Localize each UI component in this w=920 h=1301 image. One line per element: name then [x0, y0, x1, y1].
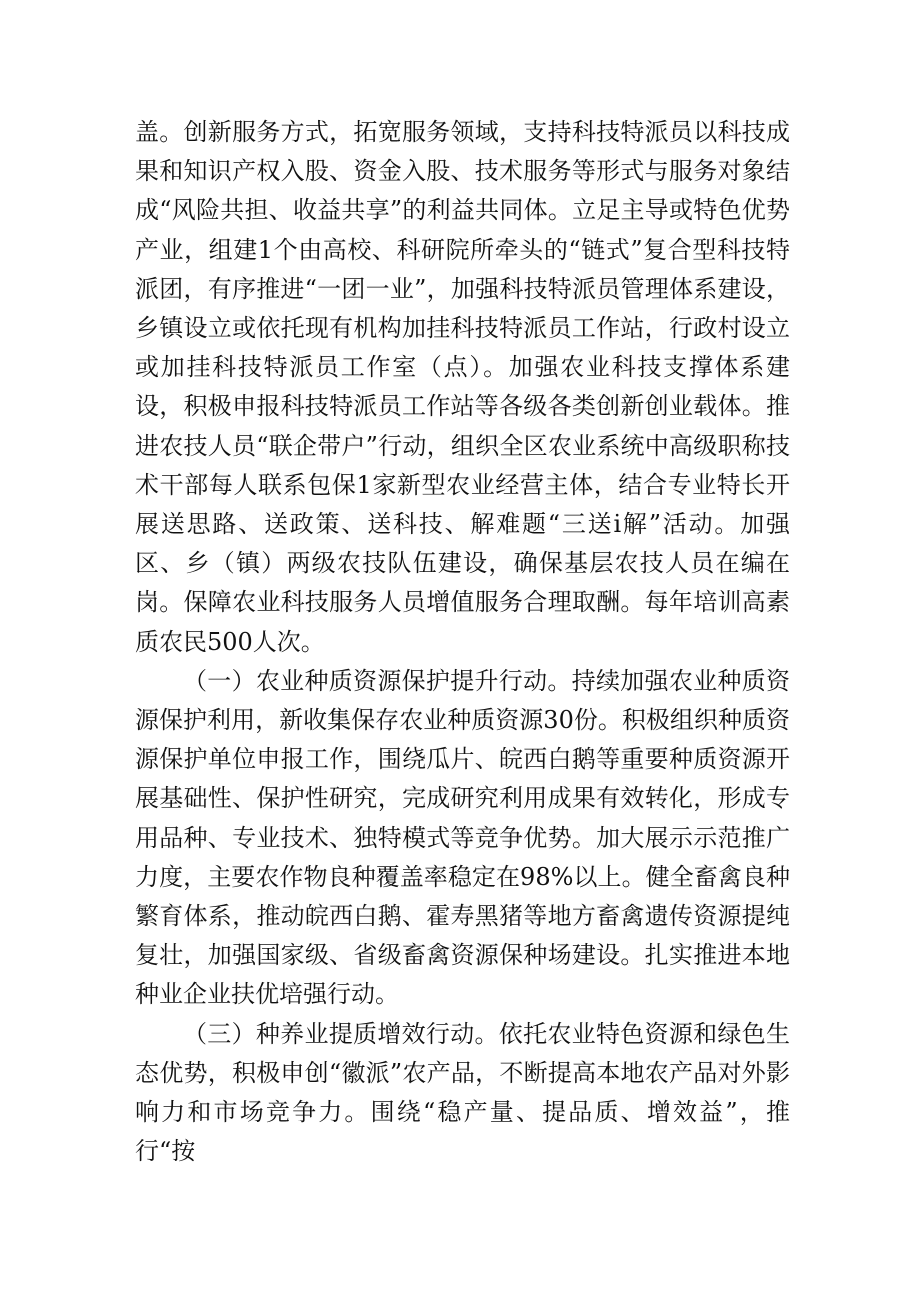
paragraph-section-three: （三）种养业提质增效行动。依托农业特色资源和绿色生态优势，积极申创“徽派”农产品，不断提高本地农产品对外影响力和市场竞争力。围绕“稳产量、提品质、增效益”，推行“按: [135, 1019, 790, 1166]
document-page: [135, 113, 790, 1171]
paragraph-section-one: （一）农业种质资源保护提升行动。持续加强农业种质资源保护利用，新收集保存农业种质资源30份。积极组织种质资源保护单位申报工作，围绕瓜片、皖西白鹅等重要种质资源开展基础性、保护性研究，完成研究利用成果有效转化，形成专用品种、专业技术、独特模式等竞争优势。加大展示示范推广力度，主要农作物良种覆盖率稳定在98%以上。健全畜禽良种繁育体系，推动皖西白鹅、霍寿黑猪等地方畜禽遗传资源提纯复壮，加强国家级、省级畜禽资源保种场建设。扎实推进本地种业企业扶优培强行动。: [135, 666, 790, 1009]
paragraph-continuation: 盖。创新服务方式，拓宽服务领域，支持科技特派员以科技成果和知识产权入股、资金入股、技术服务等形式与服务对象结成“风险共担、收益共享”的利益共同体。立足主导或特色优势产业，组建1个由高校、科研院所牵头的“链式”复合型科技特派团，有序推进“一团一业”，加强科技特派员管理体系建设，乡镇设立或依托现有机构加挂科技特派员工作站，行政村设立或加挂科技特派员工作室（点）。加强农业科技支撑体系建设，积极申报科技特派员工作站等各级各类创新创业载体。推进农技人员“联企带户”行动，组织全区农业系统中高级职称技术干部每人联系包保1家新型农业经营主体，结合专业特长开展送思路、送政策、送科技、解难题“三送i解”活动。加强区、乡（镇）两级农技队伍建设，确保基层农技人员在编在岗。保障农业科技服务人员增值服务合理取酬。每年培训高素质农民500人次。: [135, 118, 790, 656]
